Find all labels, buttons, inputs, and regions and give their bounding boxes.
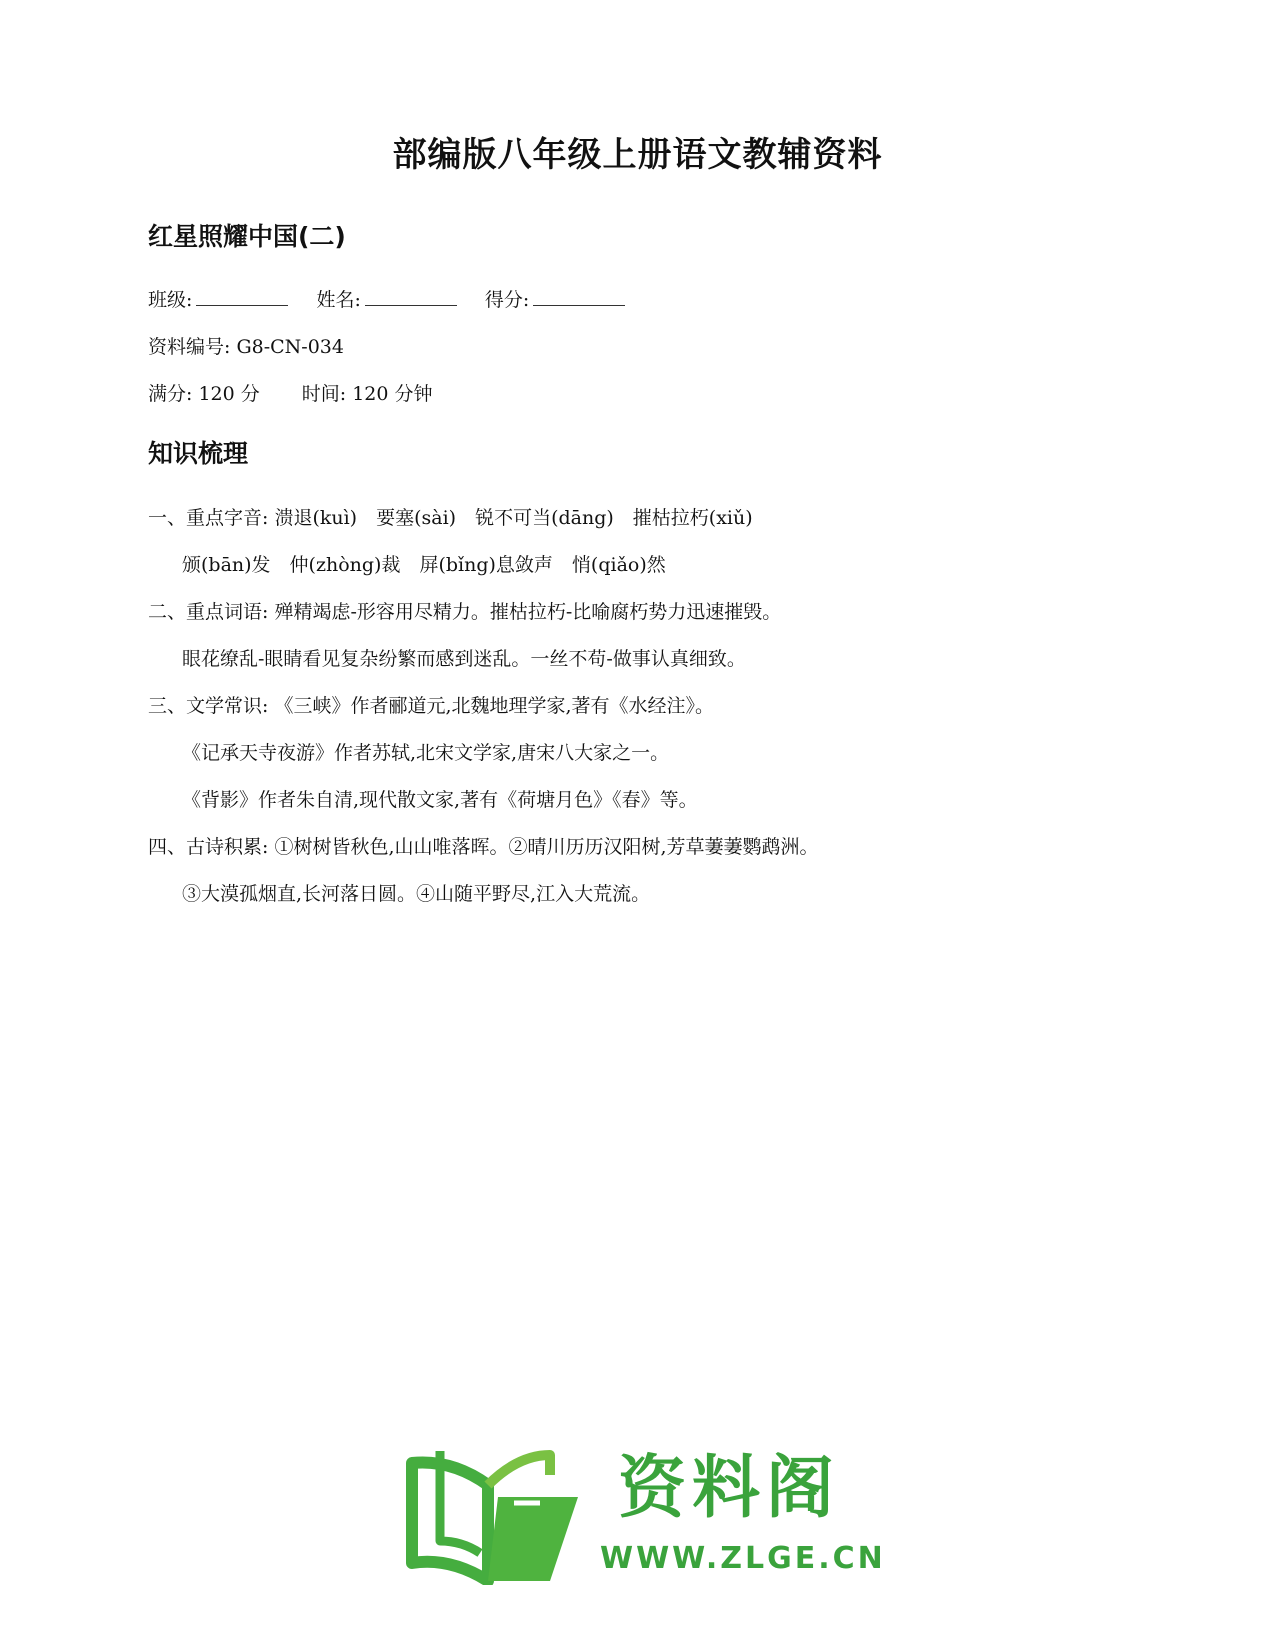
name-field <box>316 286 456 314</box>
name-label: 姓名: <box>316 289 361 311</box>
page-title: 部编版八年级上册语文教辅资料 <box>392 135 883 175</box>
knowledge-line: 四、古诗积累: ①树树皆秋色,山山唯落晖。②晴川历历汉阳树,芳草萋萋鹦鹉洲。 <box>148 836 819 858</box>
lesson-title: 红星照耀中国(二) <box>148 222 346 251</box>
score-label: 得分: <box>484 289 530 311</box>
score-blank[interactable] <box>533 287 625 306</box>
logo-url: WWW.ZLGE.CN <box>600 1541 886 1576</box>
logo-name: 资料阁 <box>618 1449 841 1528</box>
doc-number: 资料编号: G8-CN-034 <box>148 336 344 358</box>
exam-time: 时间: 120 分钟 <box>301 383 433 405</box>
knowledge-line: ③大漠孤烟直,长河落日圆。④山随平野尽,江入大荒流。 <box>182 883 651 905</box>
student-info-row <box>148 286 647 314</box>
site-logo[interactable] <box>400 1445 886 1585</box>
knowledge-heading: 知识梳理 <box>148 439 249 468</box>
knowledge-line: 颁(bān)发 仲(zhòng)裁 屏(bǐng)息敛声 悄(qiǎo)然 <box>182 554 666 576</box>
class-blank[interactable] <box>196 287 288 306</box>
knowledge-line: 三、文学常识: 《三峡》作者郦道元,北魏地理学家,著有《水经注》。 <box>148 695 715 717</box>
full-score: 满分: 120 分 <box>148 383 260 405</box>
class-field <box>148 286 288 314</box>
name-blank[interactable] <box>365 287 457 306</box>
exam-meta-row <box>148 380 433 408</box>
knowledge-line: 一、重点字音: 溃退(kuì) 要塞(sài) 锐不可当(dāng) 摧枯拉朽(xiǔ) <box>148 507 753 529</box>
knowledge-line: 《记承天寺夜游》作者苏轼,北宋文学家,唐宋八大家之一。 <box>182 742 670 764</box>
open-book-icon <box>400 1445 600 1585</box>
knowledge-line: 眼花缭乱-眼睛看见复杂纷繁而感到迷乱。一丝不苟-做事认真细致。 <box>182 648 746 670</box>
class-label: 班级: <box>148 289 193 311</box>
knowledge-line: 二、重点词语: 殚精竭虑-形容用尽精力。摧枯拉朽-比喻腐朽势力迅速摧毁。 <box>148 601 782 623</box>
knowledge-line: 《背影》作者朱自清,现代散文家,著有《荷塘月色》《春》等。 <box>182 789 698 811</box>
score-field <box>485 286 625 314</box>
